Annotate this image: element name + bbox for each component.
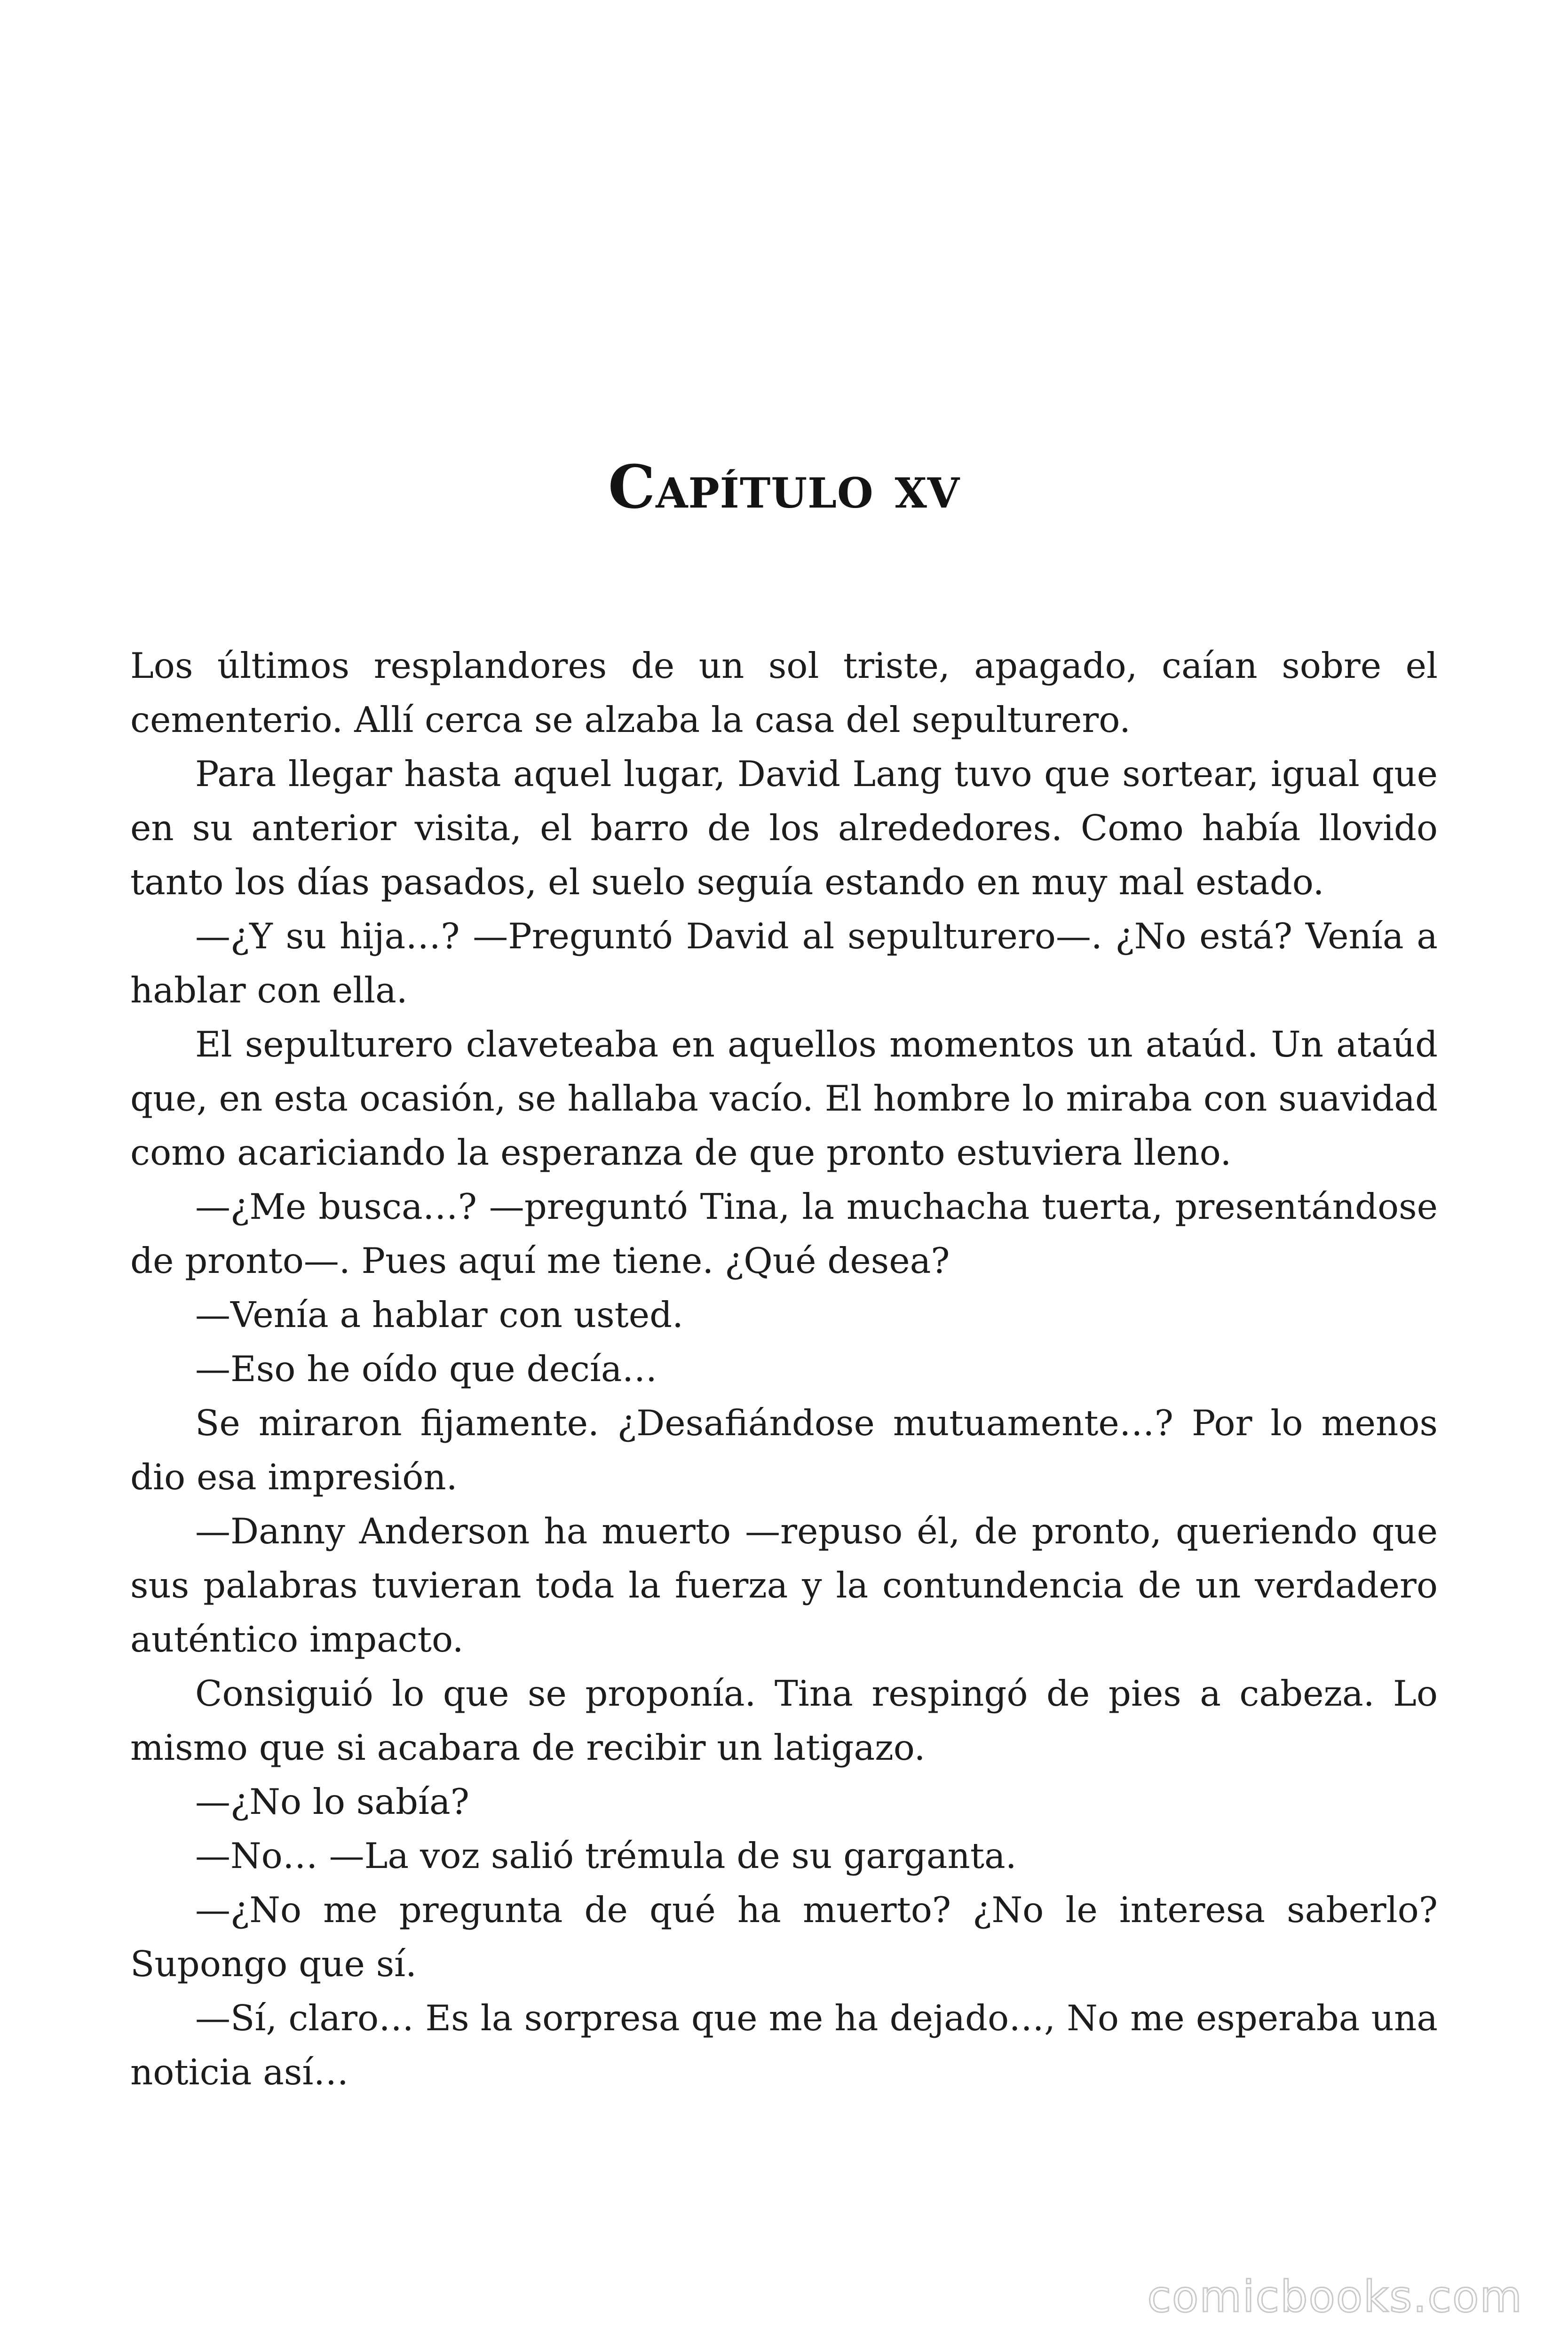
paragraph: —¿Y su hija…? —Preguntó David al sepulturero—. ¿No está? Venía a hablar con ella. [130, 915, 1438, 1011]
chapter-title: Capítulo xv [608, 452, 960, 522]
paragraph: —Venía a hablar con usted. [195, 1294, 683, 1335]
paragraph: —¿No lo sabía? [195, 1781, 469, 1822]
paragraph: El sepulturero claveteaba en aquellos momentos un ataúd. Un ataúd que, en esta ocasión, se hallaba vacío. El hombre lo miraba con suavidad como acariciando la esperanza de que pronto estuviera lleno. [130, 1024, 1438, 1173]
paragraph: —No… —La voz salió trémula de su garganta. [195, 1835, 1017, 1876]
paragraph: Consiguió lo que se proponía. Tina respingó de pies a cabeza. Lo mismo que si acabara de recibir un latigazo. [130, 1673, 1438, 1768]
watermark: comicbooks.com [1147, 2272, 1523, 2322]
paragraph: —Eso he oído que decía… [195, 1348, 657, 1390]
paragraph: Los últimos resplandores de un sol triste, apagado, caían sobre el cementerio. Allí cerca se alzaba la casa del sepulturero. [130, 645, 1438, 740]
chapter-body [130, 639, 1438, 2099]
paragraph: Para llegar hasta aquel lugar, David Lang tuvo que sortear, igual que en su anterior visita, el barro de los alrededores. Como había llovido tanto los días pasados, el suelo seguía estando en muy mal estado. [130, 753, 1438, 903]
paragraph: —¿No me pregunta de qué ha muerto? ¿No le interesa saberlo? Supongo que sí. [130, 1889, 1438, 1985]
paragraph: —Danny Anderson ha muerto —repuso él, de pronto, queriendo que sus palabras tuvieran toda la fuerza y la contundencia de un verdadero auténtico impacto. [130, 1510, 1438, 1660]
paragraph: —Sí, claro… Es la sorpresa que me ha dejado…, No me esperaba una noticia así… [130, 1997, 1438, 2093]
paragraph: —¿Me busca…? —preguntó Tina, la muchacha tuerta, presentándose de pronto—. Pues aquí me tiene. ¿Qué desea? [130, 1186, 1438, 1281]
paragraph: Se miraron fijamente. ¿Desafiándose mutuamente…? Por lo menos dio esa impresión. [130, 1402, 1438, 1498]
